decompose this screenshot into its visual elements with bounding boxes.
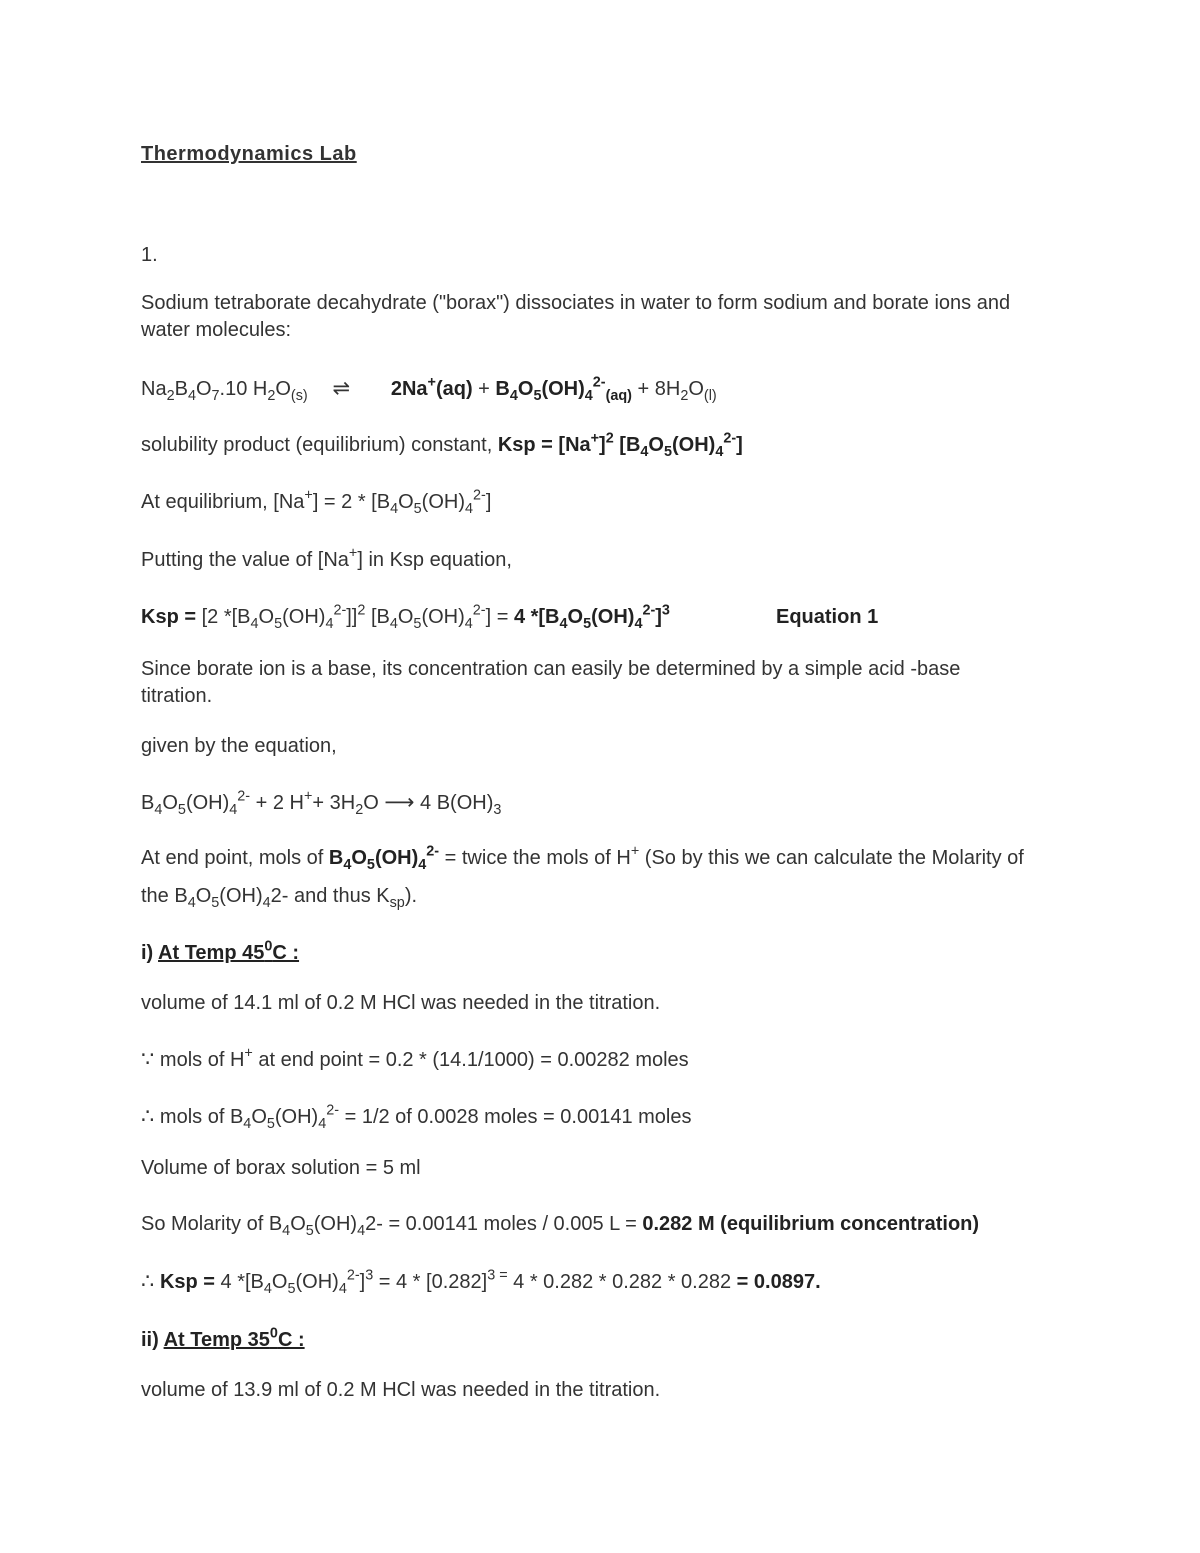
s1-ksp-line: ∴ Ksp = 4 $*[B_4O_5(OH)_4^{2-}]^3 = 4 * [0.282]^{3 =}$ 4 * 0.282 * 0.282 * 0.282 = 0.0897. (141, 1267, 821, 1298)
given-by-line: given by the equation, (141, 735, 337, 757)
section-2-heading: ii) At Temp $35^0C$ : (141, 1325, 305, 1351)
borate-base-paragraph: Since borate ion is a base, its concentration can easily be determined by a simple acid -base titration. (141, 658, 961, 707)
equilibrium-suffix: ] = 2 * [B (312, 491, 391, 513)
substitution-line: Putting the value of [Na+] in Ksp equation, (141, 545, 512, 571)
s1-volume-line: volume of 14.1 ml of 0.2 M HCl was needed in the titration. (141, 992, 661, 1014)
question-number: 1. (141, 244, 158, 266)
equilibrium-arrows-icon: ⇌ (332, 377, 351, 400)
s2-volume-line: volume of 13.9 ml of 0.2 M HCl was needed in the titration. (141, 1379, 661, 1401)
dissociation-equation: $Na_2B_4O_7.10$ $H_2O_{(s)}$ ⇌ $2Na^+(aq) + B_4O_5(OH)_4^{2-}_{(aq)} + 8H_2O_{(l)}$ (141, 374, 717, 405)
s1-mols-h-line: ∵ mols of H+ at end point = 0.2 * (14.1/1000) = 0.00282 moles (141, 1045, 689, 1071)
endpoint-line2-suffix: 2- and thus K (270, 885, 390, 907)
document-title: Thermodynamics Lab (141, 143, 357, 165)
endpoint-middle: = twice the mols of H (439, 847, 631, 869)
substitution-suffix: ] in Ksp equation, (357, 549, 512, 571)
therefore-icon: ∴ (141, 1270, 155, 1293)
endpoint-prefix: At end point, mols of (141, 847, 329, 869)
s1-molarity-line: So Molarity of $B_4O_5(OH)_42- = 0.00141$ moles / 0.005 L = 0.282 M (equilibrium concentration) (141, 1213, 980, 1240)
section-1-heading: i) At Temp $45^0C$ : (141, 938, 300, 964)
endpoint-line-2: the $B_4O_5(OH)_42-$ and thus $K_{sp}$). (141, 885, 418, 912)
ksp-equation-1: Ksp = [2 $*[B_4O_5(OH)_4^{2-}]]^2$ $[B_4O_5(OH)_4^{2-}] = 4$ $*[B_4O_5(OH)_4^{2-}]^3$ (141, 602, 670, 633)
therefore-icon: ∴ (141, 1105, 155, 1128)
intro-paragraph: Sodium tetraborate decahydrate ("borax") dissociates in water to form sodium and borate ions and water molecules: (141, 292, 1011, 341)
endpoint-line-1: At end point, mols of $B_4O_5(OH)_4^{2-}$ = twice the mols of H+ (So by this we can calculate the Molarity of (141, 843, 1024, 874)
equilibrium-relation: At equilibrium, $[Na^+] = 2 * [B_4O_5(OH)_4^{2-}]$ (141, 487, 492, 518)
s1-mols-borate-line: ∴ mols of $B_4O_5(OH)_4^{2-} = 1/2$ of 0.0028 moles = 0.00141 moles (141, 1102, 692, 1133)
ksp-definition: solubility product (equilibrium) constant, Ksp = $[Na^+]^2$ $[B_4O_5(OH)_4^{2-}]$ (141, 430, 743, 461)
endpoint-line2-prefix: the B (141, 885, 188, 907)
s1-ksp-result: = 0.0897. (736, 1271, 821, 1293)
because-icon: ∵ (141, 1048, 155, 1071)
ksp-definition-prefix: solubility product (equilibrium) constant, (141, 434, 498, 456)
s1-borax-volume-line: Volume of borax solution = 5 ml (141, 1157, 421, 1179)
substitution-prefix: Putting the value of [Na (141, 549, 349, 571)
equation-label: Equation 1 (776, 606, 879, 628)
s1-molarity-result: 0.282 M (equilibrium concentration) (642, 1213, 980, 1235)
titration-equation: $B_4O_5(OH)_4^{2-} + 2$ $H^++ 3H_2O$ ⟶ 4 $B(OH)_3$ (141, 788, 502, 819)
endpoint-suffix: (So by this we can calculate the Molarity of (639, 847, 1024, 869)
reaction-arrow-icon: ⟶ (384, 791, 415, 814)
equilibrium-prefix: At equilibrium, [Na (141, 491, 305, 513)
